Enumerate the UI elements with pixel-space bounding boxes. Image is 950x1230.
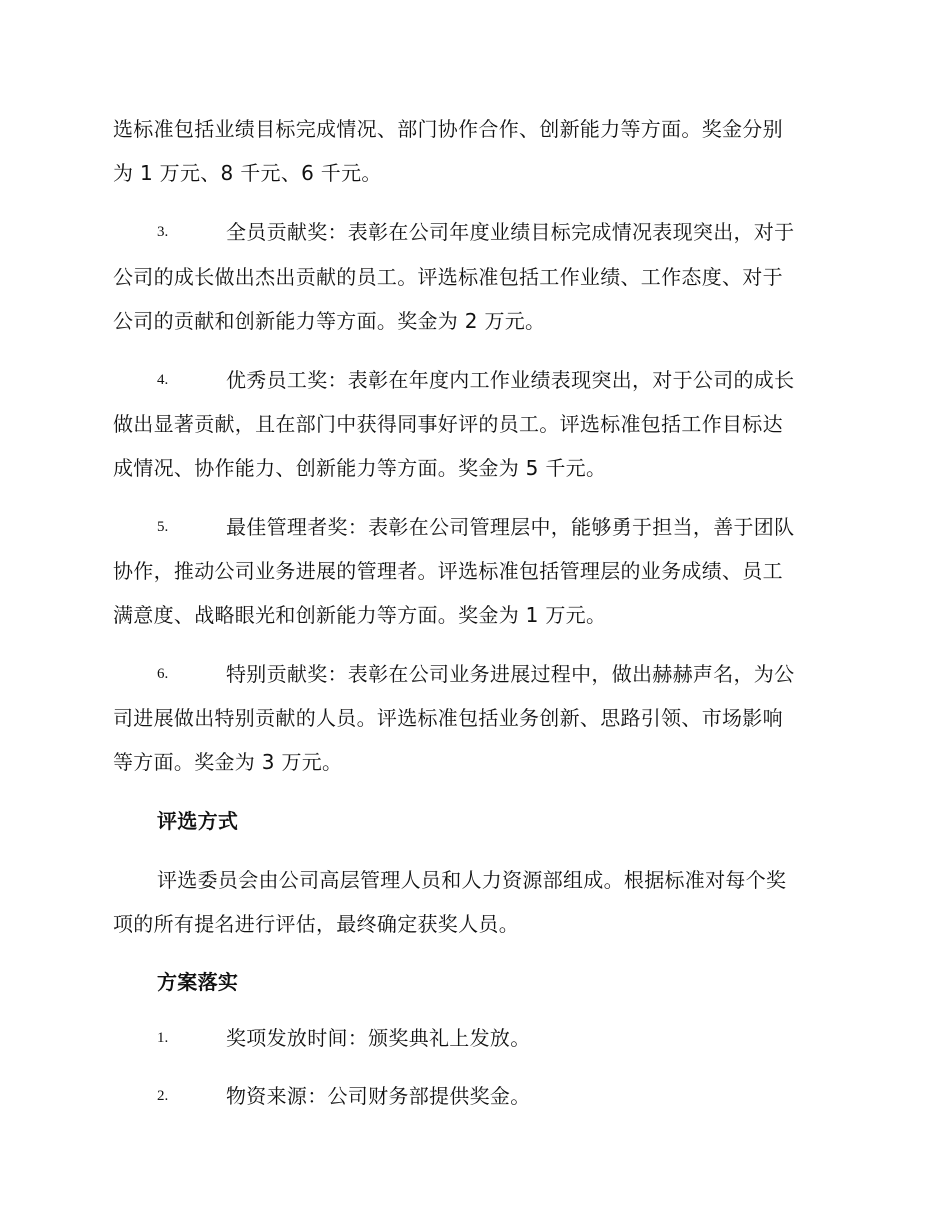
list-item-line: 满意度、战略眼光和创新能力等方面。奖金为 1 万元。 [113,603,607,627]
section-heading-selection-method: 评选方式 [157,809,239,833]
list-item-line: 奖项发放时间：颁奖典礼上发放。 [226,1026,531,1050]
list-number: 2. [157,1088,169,1104]
list-item-line: 公司的成长做出杰出贡献的员工。评选标准包括工作业绩、工作态度、对于 [113,265,783,289]
list-number: 6. [157,666,169,682]
list-number: 1. [157,1030,169,1046]
list-item-line: 等方面。奖金为 3 万元。 [113,750,343,774]
list-item-line: 物资来源：公司财务部提供奖金。 [226,1084,531,1108]
paragraph-line: 为 1 万元、8 千元、6 千元。 [113,161,382,185]
list-item-line: 特别贡献奖：表彰在公司业务进展过程中，做出赫赫声名，为公 [226,662,795,686]
list-item-line: 成情况、协作能力、创新能力等方面。奖金为 5 千元。 [113,456,607,480]
paragraph-line: 评选委员会由公司高层管理人员和人力资源部组成。根据标准对每个奖 [157,868,787,892]
list-number: 5. [157,519,169,535]
section-heading-implementation: 方案落实 [157,970,239,994]
list-item-line: 做出显著贡献，且在部门中获得同事好评的员工。评选标准包括工作目标达 [113,412,783,436]
paragraph-line: 项的所有提名进行评估，最终确定获奖人员。 [113,912,519,936]
list-item-line: 司进展做出特别贡献的人员。评选标准包括业务创新、思路引领、市场影响 [113,706,783,730]
list-item-line: 最佳管理者奖：表彰在公司管理层中，能够勇于担当，善于团队 [226,515,795,539]
list-item-line: 全员贡献奖：表彰在公司年度业绩目标完成情况表现突出，对于 [226,220,795,244]
list-number: 4. [157,372,169,388]
list-item-line: 优秀员工奖：表彰在年度内工作业绩表现突出，对于公司的成长 [226,368,795,392]
paragraph-line: 选标准包括业绩目标完成情况、部门协作合作、创新能力等方面。奖金分别 [113,117,783,141]
list-item-line: 协作，推动公司业务进展的管理者。评选标准包括管理层的业务成绩、员工 [113,559,783,583]
list-number: 3. [157,224,169,240]
list-item-line: 公司的贡献和创新能力等方面。奖金为 2 万元。 [113,309,546,333]
